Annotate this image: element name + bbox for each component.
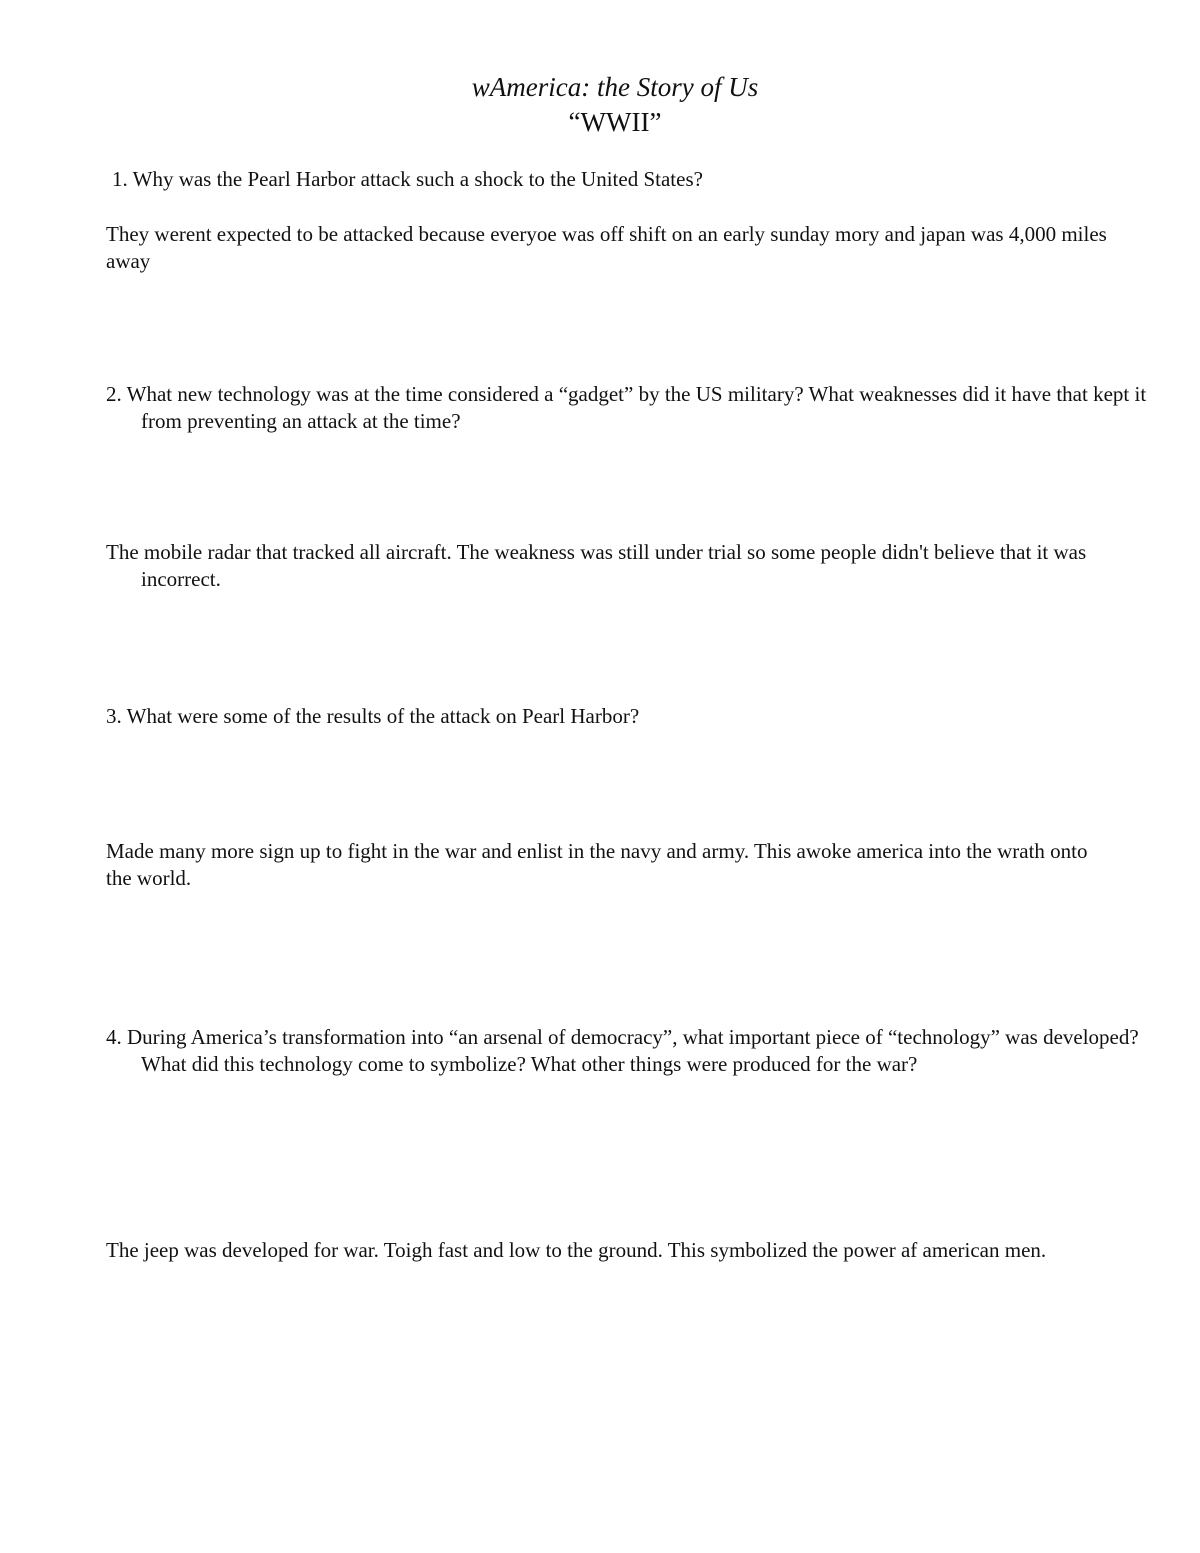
page-title: wAmerica: the Story of Us [471,72,759,102]
page-subtitle: “WWII” [568,107,662,137]
answer-2: The mobile radar that tracked all aircraft. The weakness was still under trial so some people didn't believe that it was incorrect. [106,540,1087,591]
question-4: 4. During America’s transformation into “an arsenal of democracy”, what important piece of “technology” was developed? What did this technology come to symbolize? What other things were produced for the war? [106,1025,1139,1076]
question-2: 2. What new technology was at the time considered a “gadget” by the US military? What weaknesses did it have that kept it from preventing an attack at the time? [106,382,1147,433]
answer-1: They werent expected to be attacked because everyoe was off shift on an early sunday mory and japan was 4,000 miles away [106,222,1107,273]
question-3: 3. What were some of the results of the attack on Pearl Harbor? [106,704,640,728]
answer-4: The jeep was developed for war. Toigh fast and low to the ground. This symbolized the power af american men. [106,1238,1047,1262]
answer-3: Made many more sign up to fight in the war and enlist in the navy and army. This awoke america into the wrath onto the world. [106,839,1088,890]
question-1: 1. Why was the Pearl Harbor attack such a shock to the United States? [112,167,703,191]
